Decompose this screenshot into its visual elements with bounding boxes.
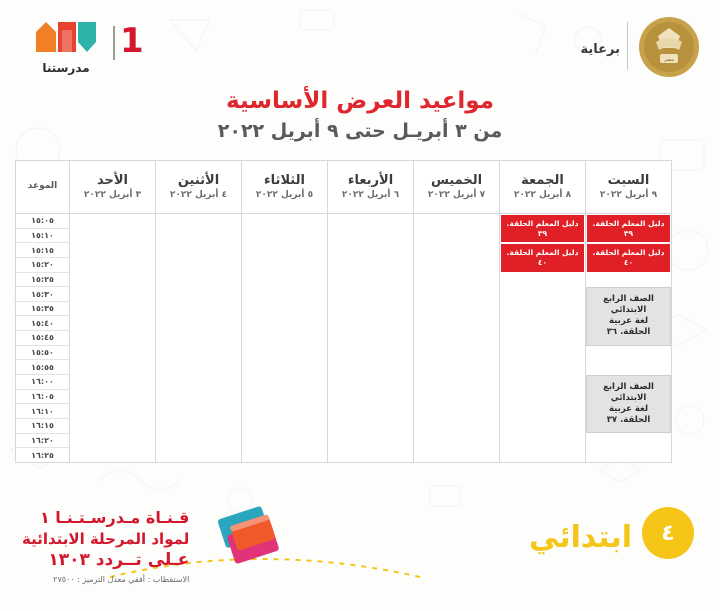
day-column-3 [328,214,414,463]
time-slot: ١٦:٢٠ [16,434,69,449]
footer-line-3: عـلى تــردد ١٣٠٣ [48,550,190,571]
program-line: دليل المعلم الحلقة. ٤٠ [592,248,665,267]
day-header-0 [586,161,672,214]
day-header-1 [500,161,586,214]
program-line: دليل المعلم الحلقة. ٣٩ [506,218,579,238]
day-column-6 [70,214,156,463]
books-illustration [210,501,300,571]
day-name: الأحد [96,172,128,188]
time-slot: ١٥:٥٠ [16,346,69,361]
day-name: الجمعة [521,172,564,188]
schedule-table-wrap [27,160,672,463]
table-body-row [16,214,672,463]
footer-line-2: لمواد المرحلة الابتدائية [22,530,190,549]
program-block [586,214,671,243]
svg-text:مصر: مصر [664,57,674,63]
header-divider [627,22,628,70]
program-line: الحلقة. ٣٧ [606,415,651,426]
table-header-row [16,161,672,214]
day-date: ٩ أبريل ٢٠٢٢ [599,190,658,201]
day-column-5 [156,214,242,463]
program-line: لغة عربية [609,404,649,415]
day-name: السبت [607,172,650,188]
time-slot: ١٥:٢٥ [16,273,69,288]
day-header-3 [328,161,414,214]
time-slot: ١٦:١٥ [16,419,69,434]
program-line: الصف الرابع الابتدائي [603,382,654,404]
day-date: ٧ أبريل ٢٠٢٢ [427,190,486,201]
time-slot: ١٥:٥٥ [16,360,69,375]
day-name: الثلاثاء [264,172,305,188]
time-slot: ١٥:٢٠ [16,258,69,273]
program-block [500,214,585,243]
day-header-5 [156,161,242,214]
grade-number: ٤ [661,520,675,546]
madrasatna-house-icon [34,20,98,54]
day-column-1 [500,214,586,463]
time-slot-list [16,214,69,462]
eagle-emblem-icon [636,16,702,78]
patronage-label: برعاية [580,42,620,57]
day-column-0 [586,214,672,463]
day-header-2 [414,161,500,214]
time-slot: ١٦:٠٥ [16,390,69,405]
time-slot: ١٥:٣٥ [16,302,69,317]
grade-badge [642,507,694,559]
channel-number-divider [113,26,115,60]
time-slot: ١٦:٠٠ [16,375,69,390]
program-line: الصف الرابع الابتدائي [603,294,654,316]
time-slot: ١٥:٠٥ [16,214,69,229]
grade-word: ابتدائي [528,520,632,555]
time-slot: ١٦:١٠ [16,404,69,419]
channel-logo [22,20,110,80]
day-date: ٥ أبريل ٢٠٢٢ [255,190,314,201]
day-column-4 [242,214,328,463]
time-slot: ١٦:٢٥ [31,450,54,460]
poster-header [0,0,720,86]
day-name: الخميس [430,172,483,188]
day-name: الأربعاء [347,172,394,188]
day-date: ٤ أبريل ٢٠٢٢ [169,190,228,201]
day-date: ٣ أبريل ٢٠٢٢ [83,190,142,201]
page-title: مواعيد العرض الأساسية [226,88,494,114]
day-date: ٨ أبريل ٢٠٢٢ [513,190,572,201]
program-line: دليل المعلم الحلقة. ٣٩ [592,218,665,238]
time-slot: ١٥:٤٠ [16,316,69,331]
day-header-6 [70,161,156,214]
time-slot: ١٥:١٠ [16,229,69,244]
program-block [500,243,585,272]
page-subtitle: من ٣ أبريـل حتى ٩ أبريل ٢٠٢٢ [217,120,503,142]
day-column-2 [414,214,500,463]
footer-line-1: قـنـاة مـدرسـتـنـا ١ [39,508,190,528]
program-line: لغة عربية [609,316,649,327]
time-column-header [16,161,70,214]
channel-number: 1 [120,21,144,61]
schedule-table [15,160,672,463]
time-slot: ١٥:٣٠ [16,287,69,302]
footer-channel-info [22,507,189,587]
program-block [586,287,671,346]
program-block [586,243,671,272]
program-line: دليل المعلم الحلقة. ٤٠ [506,248,579,267]
time-slot: ١٥:١٥ [16,243,69,258]
day-date: ٦ أبريل ٢٠٢٢ [341,190,400,201]
channel-name: مدرستنا [42,61,90,75]
program-block [586,375,671,434]
footer-line-4: الاستقطاب : أفقي معدل الترميز : ٢٧٥٠٠ [53,575,190,585]
time-header-label: الموعد [27,181,58,192]
time-column [16,214,70,463]
day-header-4 [242,161,328,214]
day-name: الأثنين [177,172,220,188]
time-slot: ١٥:٤٥ [16,331,69,346]
program-line: الحلقة. ٣٦ [606,327,651,338]
